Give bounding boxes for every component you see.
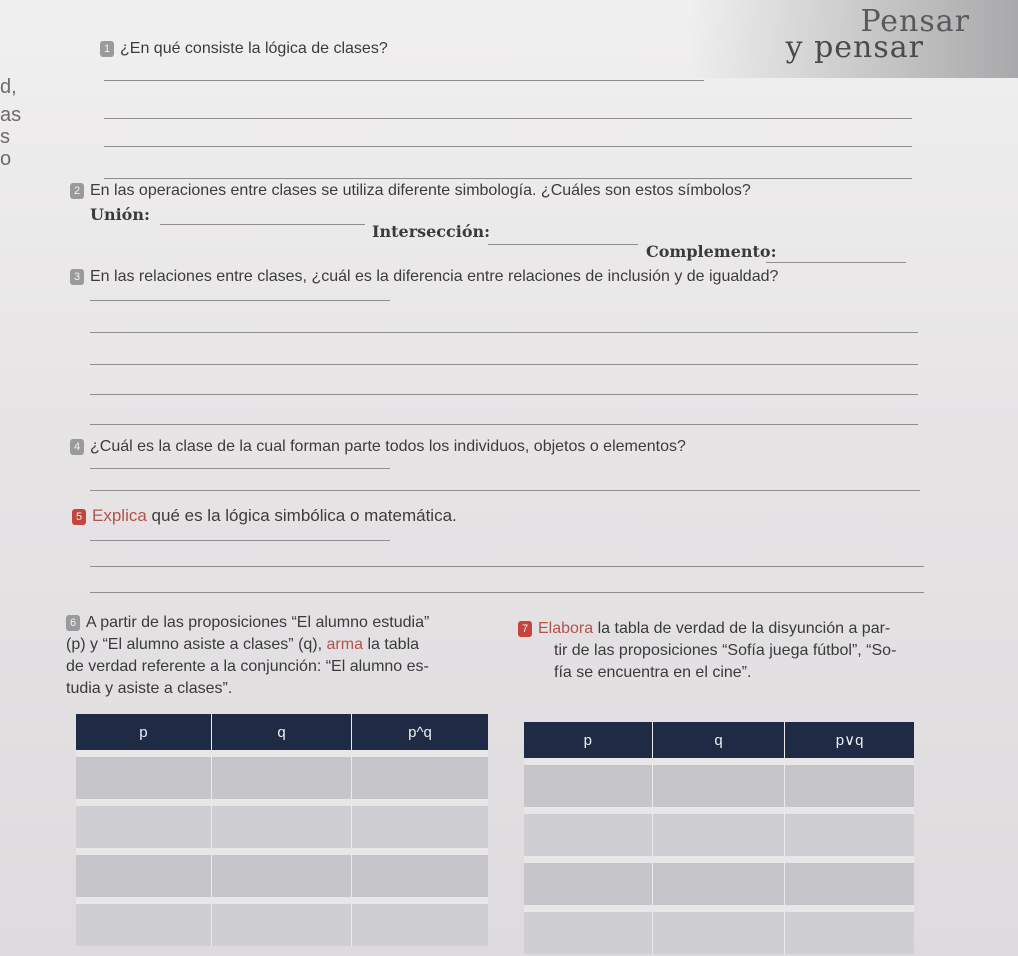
table-row — [524, 905, 914, 954]
question-4 — [70, 438, 686, 456]
table-cell[interactable] — [76, 799, 212, 848]
question-text: En las operaciones entre clases se utiliza diferente simbología. ¿Cuáles son estos símbolos? — [90, 182, 751, 199]
table-cell[interactable] — [653, 807, 786, 856]
column-header-p-or-q: p∨q — [785, 722, 914, 758]
exercise-6-verb: arma — [326, 636, 363, 653]
table-cell[interactable] — [212, 750, 352, 799]
table-cell[interactable] — [352, 799, 488, 848]
question-number-badge: 4 — [70, 439, 84, 455]
exercise-number-badge: 7 — [518, 621, 532, 637]
column-header-q: q — [653, 722, 786, 758]
answer-line[interactable] — [90, 566, 924, 567]
exercise-7-verb: Elabora — [538, 620, 594, 637]
conjunction-truth-table — [76, 714, 488, 946]
complement-answer-line[interactable] — [766, 262, 906, 263]
table-cell[interactable] — [653, 905, 786, 954]
question-number-badge: 1 — [100, 41, 114, 57]
section-banner — [688, 0, 1018, 78]
table-cell[interactable] — [352, 848, 488, 897]
table-row — [76, 897, 488, 946]
complement-label: Complemento: — [646, 242, 777, 261]
exercise-7-text — [518, 618, 938, 684]
banner-subtitle: y pensar — [785, 30, 924, 65]
table-cell[interactable] — [76, 848, 212, 897]
exercise-7-line: tir de las proposiciones “Sofía juega fútbol”, “So- — [554, 642, 897, 659]
edge-letter: s — [0, 126, 10, 148]
answer-line[interactable] — [90, 490, 920, 491]
exercise-number-badge: 6 — [66, 615, 80, 631]
exercise-6-text — [66, 612, 506, 700]
column-header-p: p — [76, 714, 212, 750]
answer-line[interactable] — [104, 178, 912, 179]
exercise-6-line: A partir de las proposiciones “El alumno estudia” — [86, 614, 430, 631]
answer-line[interactable] — [90, 332, 918, 333]
table-cell[interactable] — [785, 758, 914, 807]
banner-title: Pensar — [860, 4, 970, 39]
table-header-row — [76, 714, 488, 750]
column-header-p: p — [524, 722, 653, 758]
answer-line[interactable] — [90, 394, 918, 395]
answer-line[interactable] — [90, 468, 390, 469]
question-2 — [70, 182, 751, 200]
table-cell[interactable] — [524, 856, 653, 905]
intersection-answer-line[interactable] — [488, 244, 638, 245]
answer-line[interactable] — [90, 300, 390, 301]
table-row — [76, 848, 488, 897]
edge-letter: as — [0, 104, 22, 126]
edge-letter: d, — [0, 76, 17, 98]
exercise-7-line: fía se encuentra en el cine”. — [554, 664, 752, 681]
question-text: ¿En qué consiste la lógica de clases? — [120, 40, 388, 57]
table-cell[interactable] — [76, 750, 212, 799]
column-header-q: q — [212, 714, 352, 750]
exercise-6-line: la tabla — [367, 636, 420, 653]
answer-line[interactable] — [90, 540, 390, 541]
table-cell[interactable] — [653, 856, 786, 905]
question-3 — [70, 268, 778, 286]
table-cell[interactable] — [524, 807, 653, 856]
table-row — [524, 807, 914, 856]
table-cell[interactable] — [524, 758, 653, 807]
question-text: ¿Cuál es la clase de la cual forman parte todos los individuos, objetos o elementos? — [90, 438, 686, 455]
question-number-badge: 2 — [70, 183, 84, 199]
union-label: Unión: — [90, 205, 150, 224]
question-text: qué es la lógica simbólica o matemática. — [151, 506, 457, 525]
answer-line[interactable] — [90, 424, 918, 425]
answer-line[interactable] — [90, 364, 918, 365]
answer-line[interactable] — [104, 118, 912, 119]
table-header-row — [524, 722, 914, 758]
exercise-6-line: (p) y “El alumno asiste a clases” (q), — [66, 636, 323, 653]
table-cell[interactable] — [212, 799, 352, 848]
question-text: En las relaciones entre clases, ¿cuál es la diferencia entre relaciones de inclusión y de igualdad? — [90, 268, 779, 285]
table-row — [76, 799, 488, 848]
edge-letter: o — [0, 148, 12, 170]
table-cell[interactable] — [212, 897, 352, 946]
table-row — [76, 750, 488, 799]
table-cell[interactable] — [524, 905, 653, 954]
answer-line[interactable] — [104, 146, 912, 147]
table-cell[interactable] — [352, 897, 488, 946]
table-cell[interactable] — [785, 856, 914, 905]
table-row — [524, 758, 914, 807]
question-number-badge: 3 — [70, 269, 84, 285]
exercise-7-line: la tabla de verdad de la disyunción a par- — [597, 620, 891, 637]
answer-line[interactable] — [104, 80, 704, 81]
disjunction-truth-table — [524, 722, 914, 954]
question-5 — [72, 506, 457, 526]
table-cell[interactable] — [785, 905, 914, 954]
table-cell[interactable] — [653, 758, 786, 807]
exercise-6-line: tudia y asiste a clases”. — [66, 680, 233, 697]
table-row — [524, 856, 914, 905]
table-cell[interactable] — [785, 807, 914, 856]
table-cell[interactable] — [212, 848, 352, 897]
question-number-badge: 5 — [72, 509, 86, 525]
exercise-6-line: de verdad referente a la conjunción: “El alumno es- — [66, 658, 429, 675]
intersection-label: Intersección: — [372, 222, 491, 241]
answer-line[interactable] — [90, 592, 924, 593]
question-verb: Explica — [92, 506, 147, 525]
question-1 — [100, 40, 388, 58]
column-header-p-and-q: p^q — [352, 714, 488, 750]
union-answer-line[interactable] — [160, 224, 365, 225]
table-cell[interactable] — [352, 750, 488, 799]
table-cell[interactable] — [76, 897, 212, 946]
